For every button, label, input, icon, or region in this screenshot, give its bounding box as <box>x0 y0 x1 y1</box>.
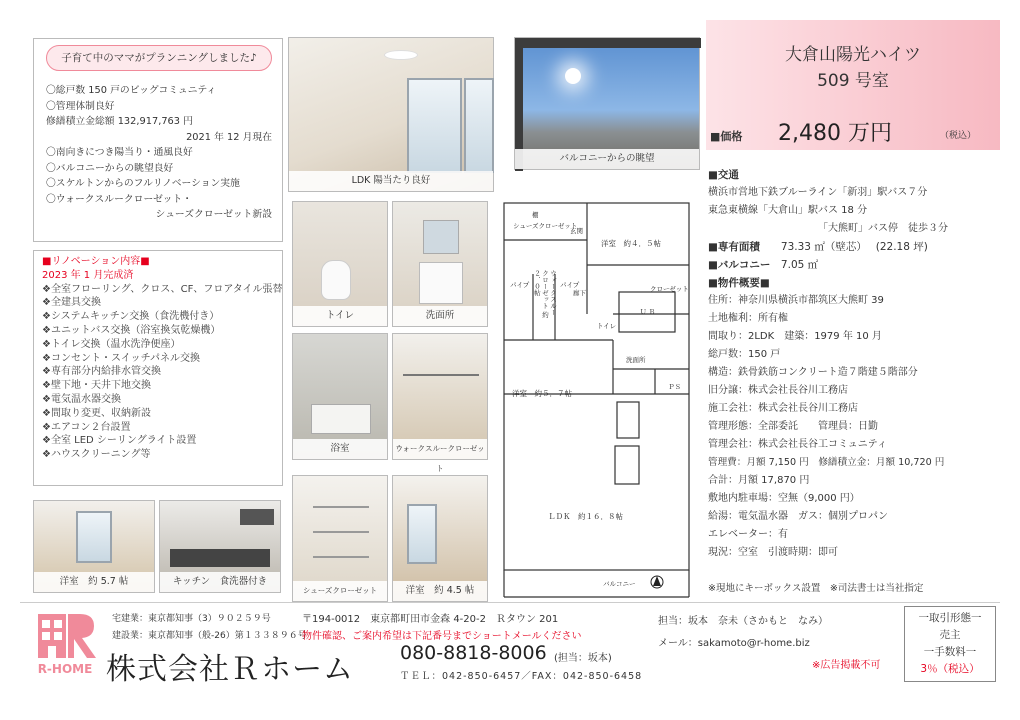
balcony-row <box>708 256 1008 274</box>
north-arrow <box>653 576 661 586</box>
price-value: 2,480 万円 <box>778 121 892 146</box>
overview-title: ■物件概要■ <box>708 277 770 289</box>
renovation-item: ❖システムキッチン交換（食洗機付き） <box>42 311 220 323</box>
license-1: 宅建業：東京都知事（3）９０２５９号 <box>112 614 271 624</box>
toilet-bowl <box>321 260 351 300</box>
western45-photo <box>392 475 488 602</box>
counter <box>170 549 270 567</box>
renovation-item: ❖ユニットバス交換（浴室換気乾燥機） <box>42 324 221 336</box>
price-label: ■価格 <box>710 130 743 143</box>
price-tax: （税込） <box>940 131 977 141</box>
fp-pipe1: パイプ <box>510 281 530 289</box>
feature-list <box>46 83 278 223</box>
property-name: 大倉山陽光ハイツ <box>785 45 921 65</box>
property-room: 509 号室 <box>817 71 889 91</box>
license-2: 建設業：東京都知事（般-26）第１３３８９６号 <box>112 631 307 641</box>
traffic-title: ■交通 <box>708 169 739 181</box>
feature-item: 〇ウォークスルークローゼット・ <box>46 193 193 205</box>
fp-room45: 洋室 約４．５帖 <box>601 239 661 248</box>
bathtub <box>311 404 371 434</box>
renovation-item: ❖壁下地・天井下地交換 <box>42 380 151 392</box>
renovation-item: ❖電気温水器交換 <box>42 393 121 405</box>
fp-ldk: ＬＤＫ 約１６．８帖 <box>548 512 623 521</box>
area-value: 73.33 ㎡（壁芯） <box>780 241 862 253</box>
feature-item: 2021 年 12 月現在 <box>186 131 272 143</box>
traffic-line: 横浜市営地下鉄ブルーライン「新羽」駅バス７分 <box>708 187 928 198</box>
window <box>407 78 462 173</box>
area-tsubo: (22.18 坪) <box>875 241 928 253</box>
overview-line: 住所：神奈川県横浜市都筑区大熊町 39 <box>708 295 884 306</box>
overview-line: 構造：鉄骨鉄筋コンクリート造７階建５階部分 <box>708 367 918 378</box>
photo-caption: シューズクローゼット <box>293 581 387 601</box>
window <box>464 78 494 173</box>
overview-line: 敷地内駐車場：空無（9,000 円） <box>708 493 860 504</box>
walkin-closet-photo <box>392 333 488 473</box>
photo-caption: トイレ <box>293 306 387 326</box>
terms-fee-value: 3％（税込） <box>920 663 980 675</box>
fp-roka: 廊下 <box>573 289 586 297</box>
terms-fee-label: 一手数料一 <box>923 646 977 658</box>
fp-ps: ＰＳ <box>668 383 681 391</box>
features-box <box>33 38 283 242</box>
overview-line: 給湯：電気温水器 ガス：個別プロパン <box>708 511 888 522</box>
fp-senmen: 洗面所 <box>626 356 646 364</box>
kitchen-photo <box>159 500 281 593</box>
tel-fax: ＴＥＬ：042-850-6457／FAX：042-850-6458 <box>400 671 643 682</box>
area-label: ■専有面積 <box>708 241 760 253</box>
phone-number[interactable]: 080-8818-8006 <box>400 642 547 664</box>
feature-item: 〇バルコニーからの眺望良好 <box>46 162 174 174</box>
fp-tana: 棚 <box>532 211 539 219</box>
shelf <box>313 531 369 533</box>
renovation-item: ❖全室 LED シーリングライト設置 <box>42 435 197 447</box>
company-address: 〒194-0012 東京都町田市金森 4-20-2 Ｒタウン 201 <box>302 614 559 625</box>
vanity <box>419 262 463 304</box>
closet-rail <box>403 374 479 376</box>
contact-notice: 物件確認、ご案内希望は下記番号までショートメールください <box>302 631 582 642</box>
feature-item: 〇総戸数 150 戸のビッグコミュニティ <box>46 85 217 96</box>
overview-line: 旧分譲：株式会社長谷川工務店 <box>708 385 848 396</box>
renovation-item: ❖全室フローリング、クロス、CF、フロアタイル張替 <box>42 283 283 295</box>
balcony-label: ■バルコニー <box>708 259 771 271</box>
fp-toilet: トイレ <box>597 322 617 330</box>
photo-caption: ウォークスルークローゼット <box>393 439 487 459</box>
renovation-item: ❖専有部分内給排水管交換 <box>42 366 161 378</box>
feature-item: シューズクローゼット新設 <box>155 209 272 220</box>
fp-shoes: シューズクローゼット <box>513 222 578 230</box>
shelf <box>313 556 369 558</box>
fp-room57: 洋室 約５．７帖 <box>512 389 572 398</box>
renovation-item: ❖トイレ交換（温水洗浄便座） <box>42 338 181 350</box>
ceiling-light <box>384 50 418 60</box>
terms-box <box>904 606 996 682</box>
shoes-closet-photo <box>292 475 388 602</box>
fp-pipe2: パイプ <box>560 281 580 289</box>
r-home-logo-icon <box>30 610 100 664</box>
balcony-view-photo <box>514 37 700 170</box>
mirror <box>423 220 459 254</box>
photo-caption: バルコニーからの眺望 <box>515 149 699 169</box>
staff-name: 担当：坂本 奈未（さかもと なみ） <box>658 616 828 627</box>
overview-line: 土地権利：所有権 <box>708 313 788 324</box>
sun <box>565 68 581 84</box>
footer-divider <box>20 602 1000 603</box>
photo-caption: 洗面所 <box>393 306 487 326</box>
terms-type-value: 売主 <box>939 629 961 641</box>
ldk-photo <box>288 37 494 192</box>
renovation-item: ❖ハウスクリーニング等 <box>42 449 151 461</box>
fp-closet: クローゼット <box>650 285 689 293</box>
photo-caption: 洋室 約 5.7 帖 <box>34 572 154 592</box>
balcony-railing <box>515 38 701 48</box>
overview-line: 合計：月額 17,870 円 <box>708 475 810 486</box>
shelf <box>313 506 369 508</box>
fp-walkthrough: ウォークスルークローゼット 約２．０帖 <box>533 270 557 318</box>
photo-caption: 浴室 <box>293 439 387 459</box>
property-header <box>706 20 1000 150</box>
overview-line: エレベーター：有 <box>708 529 788 540</box>
washroom-photo <box>392 201 488 327</box>
range-hood <box>240 509 274 525</box>
logo-text: R-HOME <box>37 662 93 676</box>
overview-line: 管理費：月額 7,150 円 修繕積立金：月額 10,720 円 <box>708 457 945 468</box>
photo-caption: 洋室 約 4.5 帖 <box>393 581 487 601</box>
floor-plan <box>495 194 707 604</box>
fp-genkan: 玄関 <box>570 227 583 235</box>
overview-line: 総戸数：150 戸 <box>708 349 781 360</box>
toilet-photo <box>292 201 388 327</box>
staff-mail[interactable]: メール：sakamoto@r-home.biz <box>658 638 810 649</box>
company-name: 株式会社Ｒホーム <box>106 652 354 687</box>
property-details <box>708 166 1008 562</box>
feature-item: 〇スケルトンからのフルリノベーション実施 <box>46 178 240 189</box>
renovation-item: ❖間取り変更、収納新設 <box>42 407 151 419</box>
overview-line: 現況：空室 引渡時期：即可 <box>708 547 838 558</box>
fp-ub: Ｕ Ｂ <box>640 308 656 316</box>
area-row <box>708 238 1008 256</box>
overview-line: 間取り：2LDK 建築：1979 年 10 月 <box>708 331 882 342</box>
feature-item: 〇南向きにつき陽当り・通風良好 <box>46 147 193 158</box>
traffic-line: 「大熊町」バス停 徒歩３分 <box>818 223 948 234</box>
ad-notice: ※広告掲載不可 <box>812 660 881 671</box>
traffic-line: 東急東横線「大倉山」駅バス 18 分 <box>708 205 868 216</box>
renovation-date: 2023 年 1 月完成済 <box>42 269 134 281</box>
company-logo <box>30 610 100 680</box>
bath-photo <box>292 333 388 460</box>
western57-photo <box>33 500 155 593</box>
overview-note: ※現地にキーボックス設置 ※司法書士は当社指定 <box>708 583 924 594</box>
catch-banner: 子育て中のママがプランニングしました♪ <box>46 45 272 71</box>
photo-caption: LDK 陽当たり良好 <box>289 171 493 191</box>
window <box>407 504 437 564</box>
terms-type-label: 一取引形態一 <box>918 612 982 624</box>
renovation-box <box>33 250 283 486</box>
feature-item: 〇管理体制良好 <box>46 100 115 112</box>
fp-balcony: バルコニー <box>603 580 636 588</box>
balcony-value: 7.05 ㎡ <box>780 259 819 271</box>
overview-line: 管理形態：全部委託 管理員：日勤 <box>708 421 878 432</box>
phone-note: (担当：坂本) <box>554 653 612 664</box>
renovation-item: ❖全建具交換 <box>42 297 101 309</box>
overview-line: 施工会社：株式会社長谷川工務店 <box>708 403 858 414</box>
overview-line: 管理会社：株式会社長谷工コミュニティ <box>708 439 887 450</box>
photo-caption: キッチン 食洗器付き <box>160 572 280 592</box>
renovation-title: ■リノベーション内容■ <box>42 256 150 267</box>
window <box>76 511 112 563</box>
renovation-item: ❖エアコン２台設置 <box>42 421 131 433</box>
feature-item: 修繕積立金総額 132,917,763 円 <box>46 116 193 127</box>
renovation-item: ❖コンセント・スイッチパネル交換 <box>42 352 200 364</box>
